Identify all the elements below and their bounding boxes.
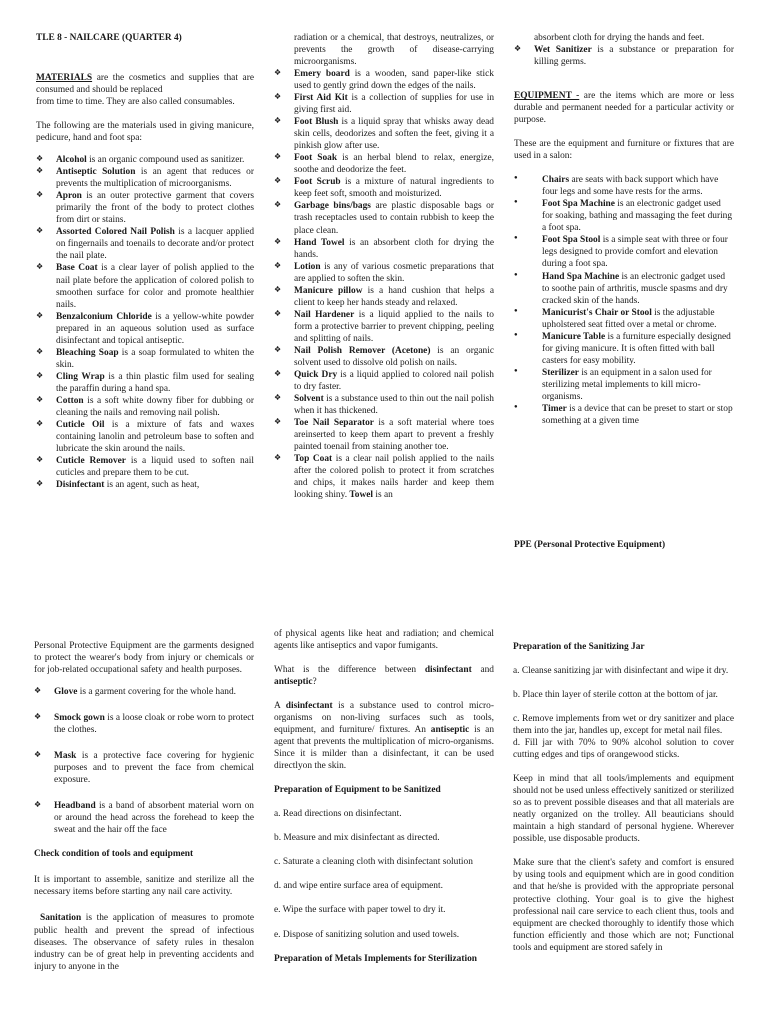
list-item: ● Hand Spa Machine is an electronic gadget used to soothe pain of arthritis, muscle spasms and dry cracked skin of the hands.: [514, 271, 734, 307]
list-item: ❖ Cuticle Remover is a liquid used to soften nail cuticles and prepare them to be cut.: [36, 455, 254, 479]
list-item: ❖ Nail Hardener is a liquid applied to the nails to form a protective barrier to prevent chipping, peeling and splitting of nails.: [274, 309, 494, 345]
list-item: ❖ Toe Nail Separator is a soft material where toes areinserted to keep them apart to prevent a freshly painted toenail from staining another toe.: [274, 417, 494, 453]
prep-step: b. Measure and mix disinfectant as directed.: [274, 833, 440, 844]
check-heading: Check condition of tools and equipment: [34, 849, 194, 860]
list-item: ❖ Hand Towel is an absorbent cloth for drying the hands.: [274, 237, 494, 261]
prep-step: d. and wipe entire surface area of equipment.: [274, 881, 443, 892]
jar-step: d. Fill jar with 70% to 90% alcohol solution to cover cutting edges and tips of orangewood sticks.: [513, 738, 734, 761]
list-item: ❖ Garbage bins/bags are plastic disposable bags or trash receptacles used to contain rubbish to keep the place clean.: [274, 200, 494, 236]
list-item: ❖ Top Coat is a clear nail polish applied to the nails after the colored polish to protect it from scratches and chips, it makes nails harder and keep them looking shiny. Towel is an: [274, 453, 494, 501]
jar-step: a. Cleanse sanitizing jar with disinfectant and wipe it dry.: [513, 666, 729, 677]
materials-list-continued: [274, 68, 494, 501]
list-item: ❖ Foot Blush is a liquid spray that whisks away dead skin cells, deodorizes and soften the feet, giving it a pinkish glow after use.: [274, 116, 494, 152]
list-item: ● Chairs are seats with back support which have four legs and some have rests for the arms.: [514, 174, 734, 198]
prep-step: e. Dispose of sanitizing solution and used towels.: [274, 929, 460, 940]
metals-heading: Preparation of Metals Implements for Sterilization: [274, 953, 477, 964]
list-item: ❖ Smock gown is a loose cloak or robe worn to protect the clothes.: [34, 712, 254, 736]
check-paragraph: It is important to assemble, sanitize and sterilize all the necessary items before starting any nail care activity.: [34, 875, 254, 898]
list-item: ❖ Apron is an outer protective garment that covers primarily the front of the body to protect clothes from dirt or stains.: [36, 190, 254, 226]
list-item: ● Timer is a device that can be preset to start or stop something at a given time: [514, 403, 734, 427]
ppe-list: [34, 686, 254, 836]
ppe-heading: PPE (Personal Protective Equipment): [514, 540, 666, 550]
jar-heading: Preparation of the Sanitizing Jar: [513, 642, 645, 652]
list-item: ❖ Bleaching Soap is a soap formulated to whiten the skin.: [36, 347, 254, 371]
list-item: ❖ Nail Polish Remover (Acetone) is an organic solvent used to dissolve old polish on nails.: [274, 345, 494, 369]
list-item: ❖ Mask is a protective face covering for hygienic purposes and to prevent the face from chemical exposure.: [34, 750, 254, 786]
list-item: ❖ Antiseptic Solution is an agent that reduces or prevents the multiplication of microorganisms.: [36, 166, 254, 190]
prep-equipment-heading: Preparation of Equipment to be Sanitized: [274, 785, 441, 796]
list-item: ❖ Foot Soak is an herbal blend to relax, energize, soothe and deodorize the feet.: [274, 152, 494, 176]
column-4: [34, 640, 254, 978]
list-item: ❖ Foot Scrub is a mixture of natural ingredients to keep feet soft, smooth and moisturized.: [274, 176, 494, 200]
list-item: ❖ Glove is a garment covering for the whole hand.: [34, 686, 254, 698]
list-item: ❖ Manicure pillow is a hand cushion that helps a client to keep her hands steady and relaxed.: [274, 285, 494, 309]
disinfectant-continuation: radiation or a chemical, that destroys, neutralizes, or prevents the growth of disease-carrying microorganisms.: [294, 33, 494, 68]
materials-intro: MATERIALS are the cosmetics and supplies that are consumed and should be replaced: [36, 73, 254, 96]
list-item: ❖ Cotton is a soft white downy fiber for dubbing or cleaning the nails and removing nail polish.: [36, 395, 254, 419]
list-item: ● Manicurist's Chair or Stool is the adjustable upholstered seat fitted over a metal or chrome.: [514, 307, 734, 331]
physical-agents-continuation: of physical agents like heat and radiation; and chemical agents like antiseptics and vapor fumigants.: [274, 629, 494, 652]
materials-list-end: [514, 44, 734, 68]
equipment-intro: EQUIPMENT - are the items which are more or less durable and permanent needed for a particular activity or purpose.: [514, 91, 734, 126]
jar-paragraph: Make sure that the client's safety and comfort is ensured by using tools and equipment which are in good condition and that he/she is provided with the appropriate personal protective clothing. Your goal is to give the highest professional nail care service to each client thus, tools and equipment are checked thoroughly to identify those which function efficiently and those which are not; Functional tools and equipment are stored safely in: [513, 858, 734, 953]
list-item: ❖ Base Coat is a clear layer of polish applied to the nail plate before the application of colored polish to smoothen surface for color and promote healthier nails.: [36, 262, 254, 310]
towel-continuation: absorbent cloth for drying the hands and feet.: [534, 33, 705, 43]
list-item: ❖ Quick Dry is a liquid applied to colored nail polish to dry faster.: [274, 369, 494, 393]
list-item: ● Sterilizer is an equipment in a salon used for sterilizing metal implements to kill micro-organisms.: [514, 367, 734, 403]
equipment-list: [514, 174, 734, 427]
list-item: ● Manicure Table is a furniture especially designed for giving manicure. It is often fitted with ball casters for easy mobility.: [514, 331, 734, 367]
prep-step: c. Saturate a cleaning cloth with disinfectant solution: [274, 857, 473, 868]
jar-paragraph: Keep in mind that all tools/implements and equipment should not be used unless effectively sanitized or sterilized so as to prevent possible diseases and that all materials are neatly organized on the trolley. All beauticians should maintain a high standard of personal hygiene. Wherever possible, use disposable products.: [513, 774, 734, 845]
column-3: [514, 32, 734, 427]
ppe-intro: Personal Protective Equipment are the garments designed to protect the wearer's body from injury or chemicals or for job-related occupational safety and health purposes.: [34, 641, 254, 676]
list-item: ❖ Assorted Colored Nail Polish is a lacquer applied on fingernails and toenails to decorate and/or protect the nail plate.: [36, 226, 254, 262]
list-item: ❖ Cuticle Oil is a mixture of fats and waxes containing lanolin and petroleum base to soften and lubricate the skin around the nails.: [36, 419, 254, 455]
document-title: TLE 8 - NAILCARE (QUARTER 4): [36, 33, 182, 43]
question: What is the difference between disinfectant and antiseptic?: [274, 665, 494, 688]
equipment-term: EQUIPMENT -: [514, 91, 580, 102]
list-item: ● Foot Spa Machine is an electronic gadget used for soaking, bathing and massaging the feet during a foot spa.: [514, 198, 734, 234]
list-item: ❖ Emery board is a wooden, sand paper-like stick used to gently grind down the edges of the nails.: [274, 68, 494, 92]
list-item: ❖ Cling Wrap is a thin plastic film used for sealing the paraffin during a hand spa.: [36, 371, 254, 395]
column-6: [513, 641, 734, 959]
list-item: ❖ Headband is a band of absorbent material worn on or around the head across the forehead to keep the sweat and the hair off the face: [34, 800, 254, 836]
jar-step: c. Remove implements from wet or dry sanitizer and place them into the jar, handles up, except for metal nail files.: [513, 714, 734, 737]
list-item: ❖ Solvent is a substance used to thin out the nail polish when it has thickened.: [274, 393, 494, 417]
list-item: ❖ Wet Sanitizer is a substance or preparation for killing germs.: [514, 44, 734, 68]
sanitation-paragraph: Sanitation is the application of measures to promote public health and prevent the spread of infectious diseases. The observance of safety rules in thesalon industry can be of great help in preventing accidents and injury to anyone in the: [34, 913, 254, 972]
materials-term: MATERIALS: [36, 73, 93, 84]
list-item: ● Foot Spa Stool is a simple seat with three or four legs designed to provide comfort and elevation during a foot spa.: [514, 234, 734, 270]
equipment-lead: These are the equipment and furniture or fixtures that are used in a salon:: [514, 139, 734, 162]
list-item: ❖ Lotion is any of various cosmetic preparations that are applied to soften the skin.: [274, 261, 494, 285]
answer: A disinfectant is a substance used to control micro-organisms on non-living surfaces such as tools, equipment, and furniture/ fixtures. An antiseptic is an agent that prevents the multiplication of micro-organisms. Since it is milder than a disinfectant, it can be used directlyon the skin.: [274, 701, 495, 772]
column-1: [36, 32, 254, 491]
column-2: [274, 32, 494, 501]
jar-step: b. Place thin layer of sterile cotton at the bottom of jar.: [513, 690, 718, 701]
materials-intro-line2: from time to time. They are also called consumables.: [36, 97, 235, 108]
list-item: ❖ Benzalconium Chloride is a yellow-white powder prepared in an aqueous solution used as surface disinfectant and topical antiseptic.: [36, 311, 254, 347]
materials-lead: The following are the materials used in giving manicure, pedicure, hand and foot spa:: [36, 121, 254, 144]
list-item: ❖ Alcohol is an organic compound used as sanitizer.: [36, 154, 254, 166]
column-5: [274, 628, 494, 970]
prep-step: e. Wipe the surface with paper towel to dry it.: [274, 905, 446, 916]
materials-list: [36, 154, 254, 491]
list-item: ❖ Disinfectant is an agent, such as heat,: [36, 479, 254, 491]
list-item: ❖ First Aid Kit is a collection of supplies for use in giving first aid.: [274, 92, 494, 116]
prep-step: a. Read directions on disinfectant.: [274, 809, 402, 820]
